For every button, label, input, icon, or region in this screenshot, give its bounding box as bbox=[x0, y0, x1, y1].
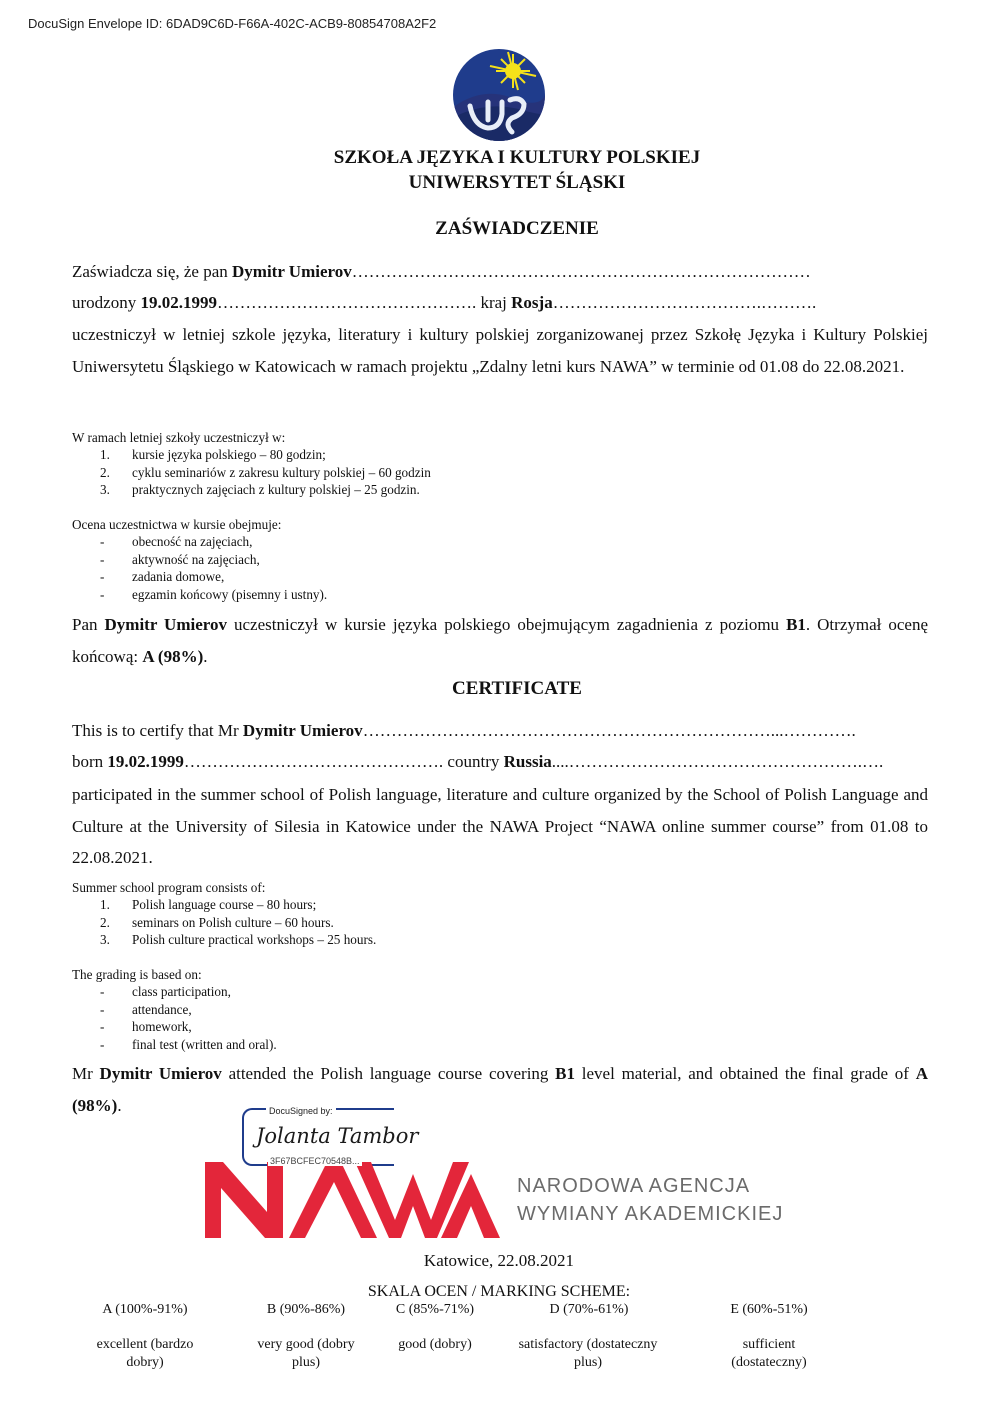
list-item: 2. cyklu seminariów z zakresu kultury polskiej – 60 godzin bbox=[100, 464, 431, 480]
en-birth-line: born 19.02.1999………………………………………. country Russia....…………………………………………….…. bbox=[72, 752, 884, 771]
pl-grading-intro: Ocena uczestnictwa w kursie obejmuje: bbox=[72, 517, 282, 532]
docusign-envelope-id: DocuSign Envelope ID: 6DAD9C6D-F66A-402C-ACB9-80854708A2F2 bbox=[28, 16, 437, 31]
grade-a-description: excellent (bardzo dobry) bbox=[96, 1337, 194, 1370]
pl-certificate-title: ZAŚWIADCZENIE bbox=[435, 218, 599, 239]
list-item: 3. Polish culture practical workshops – 25 hours. bbox=[100, 932, 377, 948]
pl-level: B1 bbox=[786, 615, 806, 634]
pl-result-paragraph: Pan Dymitr Umierov uczestniczył w kursie języka polskiego obejmującym zagadnienia z poziomu B1. Otrzymał ocenę końcową: A (98%). bbox=[72, 615, 928, 666]
list-item: - homework, bbox=[100, 1019, 192, 1035]
en-certificate-title: CERTIFICATE bbox=[452, 678, 582, 699]
list-item: - attendance, bbox=[100, 1001, 192, 1017]
grade-d-range: D (70%-61%) bbox=[549, 1302, 629, 1317]
list-item: 3. praktycznych zajęciach z kultury polskiej – 25 godzin. bbox=[100, 482, 420, 498]
pl-program-list bbox=[72, 429, 431, 499]
marking-scheme-title: SKALA OCEN / MARKING SCHEME: bbox=[367, 1283, 631, 1300]
pl-grading-list bbox=[72, 516, 327, 603]
agency-line-1: NARODOWA AGENCJA bbox=[517, 1175, 751, 1197]
pl-birth-date: 19.02.1999 bbox=[140, 293, 217, 312]
list-item: - obecność na zajęciach, bbox=[100, 534, 253, 550]
en-program-list bbox=[72, 879, 376, 949]
list-item: - class participation, bbox=[100, 984, 231, 1000]
en-grading-list bbox=[72, 966, 277, 1053]
pl-name-line: Zaświadcza się, że pan Dymitr Umierov……………………………………………………………………… bbox=[72, 262, 811, 281]
pl-final-grade: A (98%) bbox=[142, 646, 204, 666]
en-final-grade: A (98%) bbox=[72, 1064, 928, 1115]
university-name-heading: UNIWERSYTET ŚLĄSKI bbox=[408, 172, 626, 193]
school-name-heading: SZKOŁA JĘZYKA I KULTURY POLSKIEJ bbox=[333, 147, 701, 168]
nawa-agency-name bbox=[517, 1172, 783, 1228]
pl-participant-name: Dymitr Umierov bbox=[232, 262, 352, 281]
pl-body-paragraph: uczestniczył w letniej szkole języka, literatury i kultury polskiej zorganizowanej przez Szkołę Języka i Kultury Polskiej Uniwersytetu Śląskiego w Katowicach w ramach projektu „Zdalny letni kurs NAWA” w terminie od 01.08 do 22.08.2021. bbox=[72, 325, 928, 376]
en-birth-date: 19.02.1999 bbox=[107, 752, 184, 771]
list-item: - aktywność na zajęciach, bbox=[100, 551, 260, 567]
grade-b-description: very good (dobry plus) bbox=[257, 1337, 355, 1370]
pl-country: Rosja bbox=[511, 293, 553, 312]
list-item: 1. Polish language course – 80 hours; bbox=[100, 897, 317, 913]
list-item: 2. seminars on Polish culture – 60 hours. bbox=[100, 914, 334, 930]
pl-program-intro: W ramach letniej szkoły uczestniczył w: bbox=[72, 430, 286, 445]
en-participant-name: Dymitr Umierov bbox=[242, 721, 363, 740]
en-program-intro: Summer school program consists of: bbox=[72, 880, 266, 895]
grade-c-description: good (dobry) bbox=[398, 1337, 472, 1352]
signature-hash: 3F67BCFEC70548B... bbox=[270, 1156, 360, 1166]
grade-c-range: C (85%-71%) bbox=[395, 1302, 475, 1317]
university-logo-icon bbox=[452, 48, 546, 142]
en-body-paragraph: participated in the summer school of Polish language, literature and culture organized by the School of Polish Language and Culture at the University of Silesia in Katowice under the NAWA Project “NAWA online summer course” from 01.08 to 22.08.2021. bbox=[72, 785, 928, 867]
en-name-line: This is to certify that Mr Dymitr Umierov………………………………………………………………...…………. bbox=[72, 721, 856, 740]
en-level: B1 bbox=[555, 1064, 576, 1083]
list-item: - zadania domowe, bbox=[100, 569, 225, 585]
en-grading-intro: The grading is based on: bbox=[72, 967, 202, 982]
en-result-paragraph: Mr Dymitr Umierov attended the Polish language course covering B1 level material, and obtained the final grade of A (98%). bbox=[72, 1064, 928, 1115]
list-item: - final test (written and oral). bbox=[100, 1036, 277, 1052]
grade-b-range: B (90%-86%) bbox=[266, 1302, 346, 1317]
en-country: Russia bbox=[503, 752, 552, 771]
nawa-logo-icon bbox=[205, 1160, 500, 1238]
pl-birth-line: urodzony 19.02.1999………………………………………. kraj Rosja……………………………….………. bbox=[72, 293, 817, 312]
list-item: - egzamin końcowy (pisemny i ustny). bbox=[100, 586, 328, 602]
grade-e-range: E (60%-51%) bbox=[730, 1302, 808, 1317]
agency-line-2: WYMIANY AKADEMICKIEJ bbox=[517, 1203, 784, 1225]
grade-a-range: A (100%-91%) bbox=[102, 1302, 188, 1317]
grade-e-description: sufficient (dostateczny) bbox=[731, 1337, 807, 1370]
place-and-date: Katowice, 22.08.2021 bbox=[423, 1251, 575, 1270]
list-item: 1. kursie języka polskiego – 80 godzin; bbox=[100, 447, 326, 463]
signature-name: Jolanta Tambor bbox=[256, 1124, 419, 1148]
grade-d-description: satisfactory (dostateczny plus) bbox=[518, 1337, 658, 1370]
docusign-label: DocuSigned by: bbox=[266, 1106, 336, 1116]
